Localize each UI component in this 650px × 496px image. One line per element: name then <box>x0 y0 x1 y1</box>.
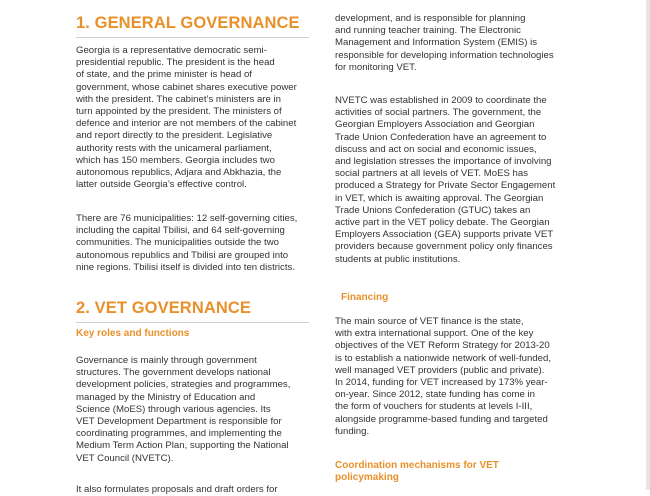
text-line: Employers Association (GEA) supports private VET <box>335 229 554 241</box>
text-line: and report directly to the president. Legislative <box>76 130 273 142</box>
text-line: autonomous republics and Tbilisi are grouped into <box>76 249 289 261</box>
text-line: nine regions. Tbilisi itself is divided into ten districts. <box>76 261 295 273</box>
text-line: Georgia is a representative democratic semi- <box>76 45 267 56</box>
text-line: Trade Union Confederation have an agreement to <box>335 131 547 143</box>
subheading-financing: Financing <box>341 292 389 303</box>
text-line: communities. The municipalities outside the two <box>76 237 279 249</box>
text-line: and legislation stresses the importance of involving <box>335 156 552 168</box>
text-line: on-year. Since 2012, state funding has come in <box>335 389 535 401</box>
text-line: VET Development Department is responsible for <box>76 416 282 428</box>
text-line: managed by the Ministry of Education and <box>76 391 256 403</box>
text-line: which has 150 members. Georgia includes two <box>76 154 275 166</box>
text-line: Management and Information System (EMIS) is <box>335 37 538 49</box>
right-paragraph-2 <box>335 95 555 266</box>
general-governance-paragraph-1 <box>76 45 297 191</box>
vet-governance-paragraph-1 <box>76 355 290 465</box>
text-line: activities of social partners. The government, the <box>335 107 542 119</box>
text-line: alongside programme-based funding and targeted <box>335 413 548 425</box>
text-line: of state, and the prime minister is head of <box>76 69 252 81</box>
subheading-key-roles: Key roles and functions <box>76 328 190 339</box>
text-line: funding. <box>335 425 370 437</box>
text-line: discuss and act on social and economic issues, <box>335 143 537 155</box>
text-line: turn appointed by the president. The ministers of <box>76 106 282 118</box>
text-line: Medium Term Action Plan, supporting the National <box>76 440 289 452</box>
subheading-coordination-mechanisms <box>335 460 499 484</box>
text-line: produced a Strategy for Private Sector Engagement <box>335 180 556 192</box>
text-line: The main source of VET finance is the state, <box>335 316 524 327</box>
text-line: and running teacher training. The Electronic <box>335 25 521 37</box>
text-line: structures. The government develops national <box>76 367 271 379</box>
text-line: government, whose cabinet shares executive power <box>76 81 297 93</box>
text-line: including the capital Tbilisi, and 64 self-governing <box>76 225 285 237</box>
vet-governance-paragraph-2-partial: It also formulates proposals and draft orders for <box>76 484 278 495</box>
right-paragraph-3 <box>335 316 551 438</box>
text-line: authority rests with the unicameral parliament, <box>76 142 272 154</box>
text-line: Governance is mainly through government <box>76 355 257 366</box>
text-line: autonomous republics, Adjara and Abkhazia, the <box>76 167 282 179</box>
text-line: with the president. The cabinet’s ministers are in <box>76 93 281 105</box>
text-line: the form of vouchers for students at levels I-III, <box>335 401 533 413</box>
text-line: in VET, which is awaiting approval. The Georgian <box>335 192 544 204</box>
text-line: well managed VET providers (public and private). <box>335 364 545 376</box>
text-line: Science (MoES) through various agencies. Its <box>76 403 271 415</box>
text-line: There are 76 municipalities: 12 self-governing cities, <box>76 213 298 224</box>
text-line: responsible for developing information technologies <box>335 49 554 61</box>
text-line: social partners at all levels of VET. MoES has <box>335 168 529 180</box>
section-heading-general-governance: 1. GENERAL GOVERNANCE <box>76 14 309 38</box>
text-line: objectives of the VET Reform Strategy for 2013-20 <box>335 340 550 352</box>
subheading-line: policymaking <box>335 472 399 483</box>
text-line: is to establish a nationwide network of well-funded, <box>335 352 551 364</box>
subheading-line: Coordination mechanisms for VET <box>335 460 499 471</box>
general-governance-paragraph-2 <box>76 213 297 274</box>
right-paragraph-1 <box>335 13 554 74</box>
text-line: presidential republic. The president is the head <box>76 57 275 69</box>
text-line: Trade Unions Confederation (GTUC) takes an <box>335 204 531 216</box>
section-heading-vet-governance: 2. VET GOVERNANCE <box>76 299 309 323</box>
text-line: In 2014, funding for VET increased by 173% year- <box>335 377 548 389</box>
text-line: providers because government policy only finances <box>335 241 553 253</box>
text-line: development, and is responsible for planning <box>335 13 526 24</box>
text-line: latter outside Georgia’s effective control. <box>76 179 247 191</box>
text-line: Georgian Employers Association and Georgian <box>335 119 535 131</box>
text-line: students at public institutions. <box>335 253 461 265</box>
text-line: defence and interior are not members of the cabinet <box>76 118 297 130</box>
text-line: coordinating programmes, and implementing the <box>76 428 282 440</box>
text-line: active part in the VET policy debate. The Georgian <box>335 217 550 229</box>
text-line: NVETC was established in 2009 to coordinate the <box>335 95 547 106</box>
text-line: with extra international support. One of the key <box>335 328 534 340</box>
page-edge-shadow <box>646 0 650 490</box>
text-line: for monitoring VET. <box>335 61 417 73</box>
text-line: VET Council (NVETC). <box>76 452 174 464</box>
text-line: development policies, strategies and programmes, <box>76 379 291 391</box>
